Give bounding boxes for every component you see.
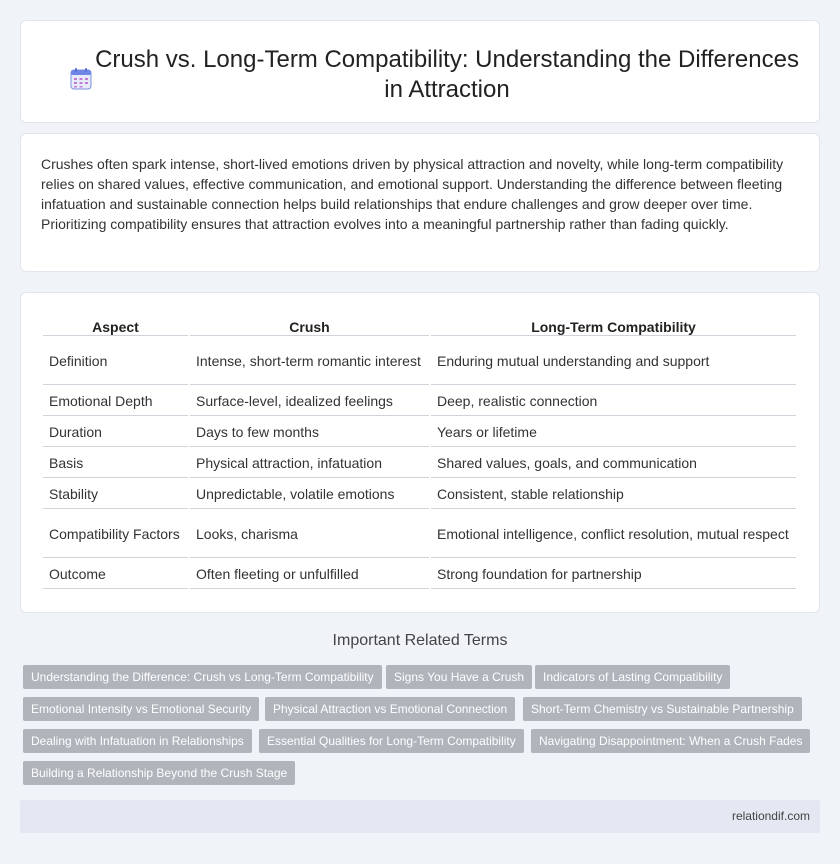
- table-cell: Shared values, goals, and communication: [431, 449, 796, 478]
- table-row: [43, 560, 796, 589]
- table-header-long-term: Long-Term Compatibility: [431, 315, 796, 336]
- related-tag[interactable]: Indicators of Lasting Compatibility: [535, 665, 730, 689]
- related-tag[interactable]: Emotional Intensity vs Emotional Security: [23, 697, 259, 721]
- related-tag[interactable]: Essential Qualities for Long-Term Compatibility: [259, 729, 524, 753]
- table-cell: Compatibility Factors: [43, 511, 188, 558]
- table-row: [43, 418, 796, 447]
- table-cell: Unpredictable, volatile emotions: [190, 480, 429, 509]
- comparison-table-card: [20, 292, 820, 613]
- table-row: [43, 387, 796, 416]
- table-cell: Deep, realistic connection: [431, 387, 796, 416]
- related-terms-title: Important Related Terms: [332, 632, 508, 649]
- table-header-crush: Crush: [190, 315, 429, 336]
- table-row: [43, 338, 796, 385]
- table-cell: Stability: [43, 480, 188, 509]
- table-cell: Basis: [43, 449, 188, 478]
- table-cell: Emotional intelligence, conflict resolution, mutual respect: [431, 511, 796, 558]
- table-cell: Surface-level, idealized feelings: [190, 387, 429, 416]
- related-tag[interactable]: Short-Term Chemistry vs Sustainable Partnership: [523, 697, 802, 721]
- table-cell: Looks, charisma: [190, 511, 429, 558]
- table-cell: Enduring mutual understanding and support: [431, 338, 796, 385]
- intro-text: Crushes often spark intense, short-lived emotions driven by physical attraction and novelty, while long-term compatibility relies on shared values, effective communication, and emotional support. Understanding the difference between fleeting infatuation and sustainable connection helps build relationships that endure challenges and grow deeper over time. Prioritizing compatibility ensures that attraction evolves into a meaningful partnership rather than fading quickly.: [41, 156, 784, 232]
- table-row: [43, 480, 796, 509]
- table-cell: Duration: [43, 418, 188, 447]
- table-cell: Physical attraction, infatuation: [190, 449, 429, 478]
- table-cell: Strong foundation for partnership: [431, 560, 796, 589]
- table-cell: Intense, short-term romantic interest: [190, 338, 429, 385]
- related-tag[interactable]: Building a Relationship Beyond the Crush Stage: [23, 761, 295, 785]
- related-tag[interactable]: Dealing with Infatuation in Relationships: [23, 729, 252, 753]
- table-row: [43, 511, 796, 558]
- related-tag[interactable]: Signs You Have a Crush: [386, 665, 532, 689]
- table-header-aspect: Aspect: [43, 315, 188, 336]
- table-cell: Years or lifetime: [431, 418, 796, 447]
- related-tag[interactable]: Navigating Disappointment: When a Crush Fades: [531, 729, 810, 753]
- footer: [20, 800, 820, 833]
- intro-card: [20, 133, 820, 272]
- table-cell: Definition: [43, 338, 188, 385]
- table-cell: Often fleeting or unfulfilled: [190, 560, 429, 589]
- table-cell: Outcome: [43, 560, 188, 589]
- table-cell: Emotional Depth: [43, 387, 188, 416]
- footer-site-link[interactable]: relationdif.com: [731, 809, 810, 823]
- related-tag[interactable]: Understanding the Difference: Crush vs Long-Term Compatibility: [23, 665, 382, 689]
- comparison-table: [41, 313, 798, 591]
- table-cell: Days to few months: [190, 418, 429, 447]
- table-row: [43, 449, 796, 478]
- related-tag[interactable]: Physical Attraction vs Emotional Connection: [265, 697, 515, 721]
- header-card: [20, 20, 820, 123]
- calendar-icon: [69, 67, 93, 91]
- table-cell: Consistent, stable relationship: [431, 480, 796, 509]
- page-title: Crush vs. Long-Term Compatibility: Understanding the Differences in Attraction: [95, 46, 799, 103]
